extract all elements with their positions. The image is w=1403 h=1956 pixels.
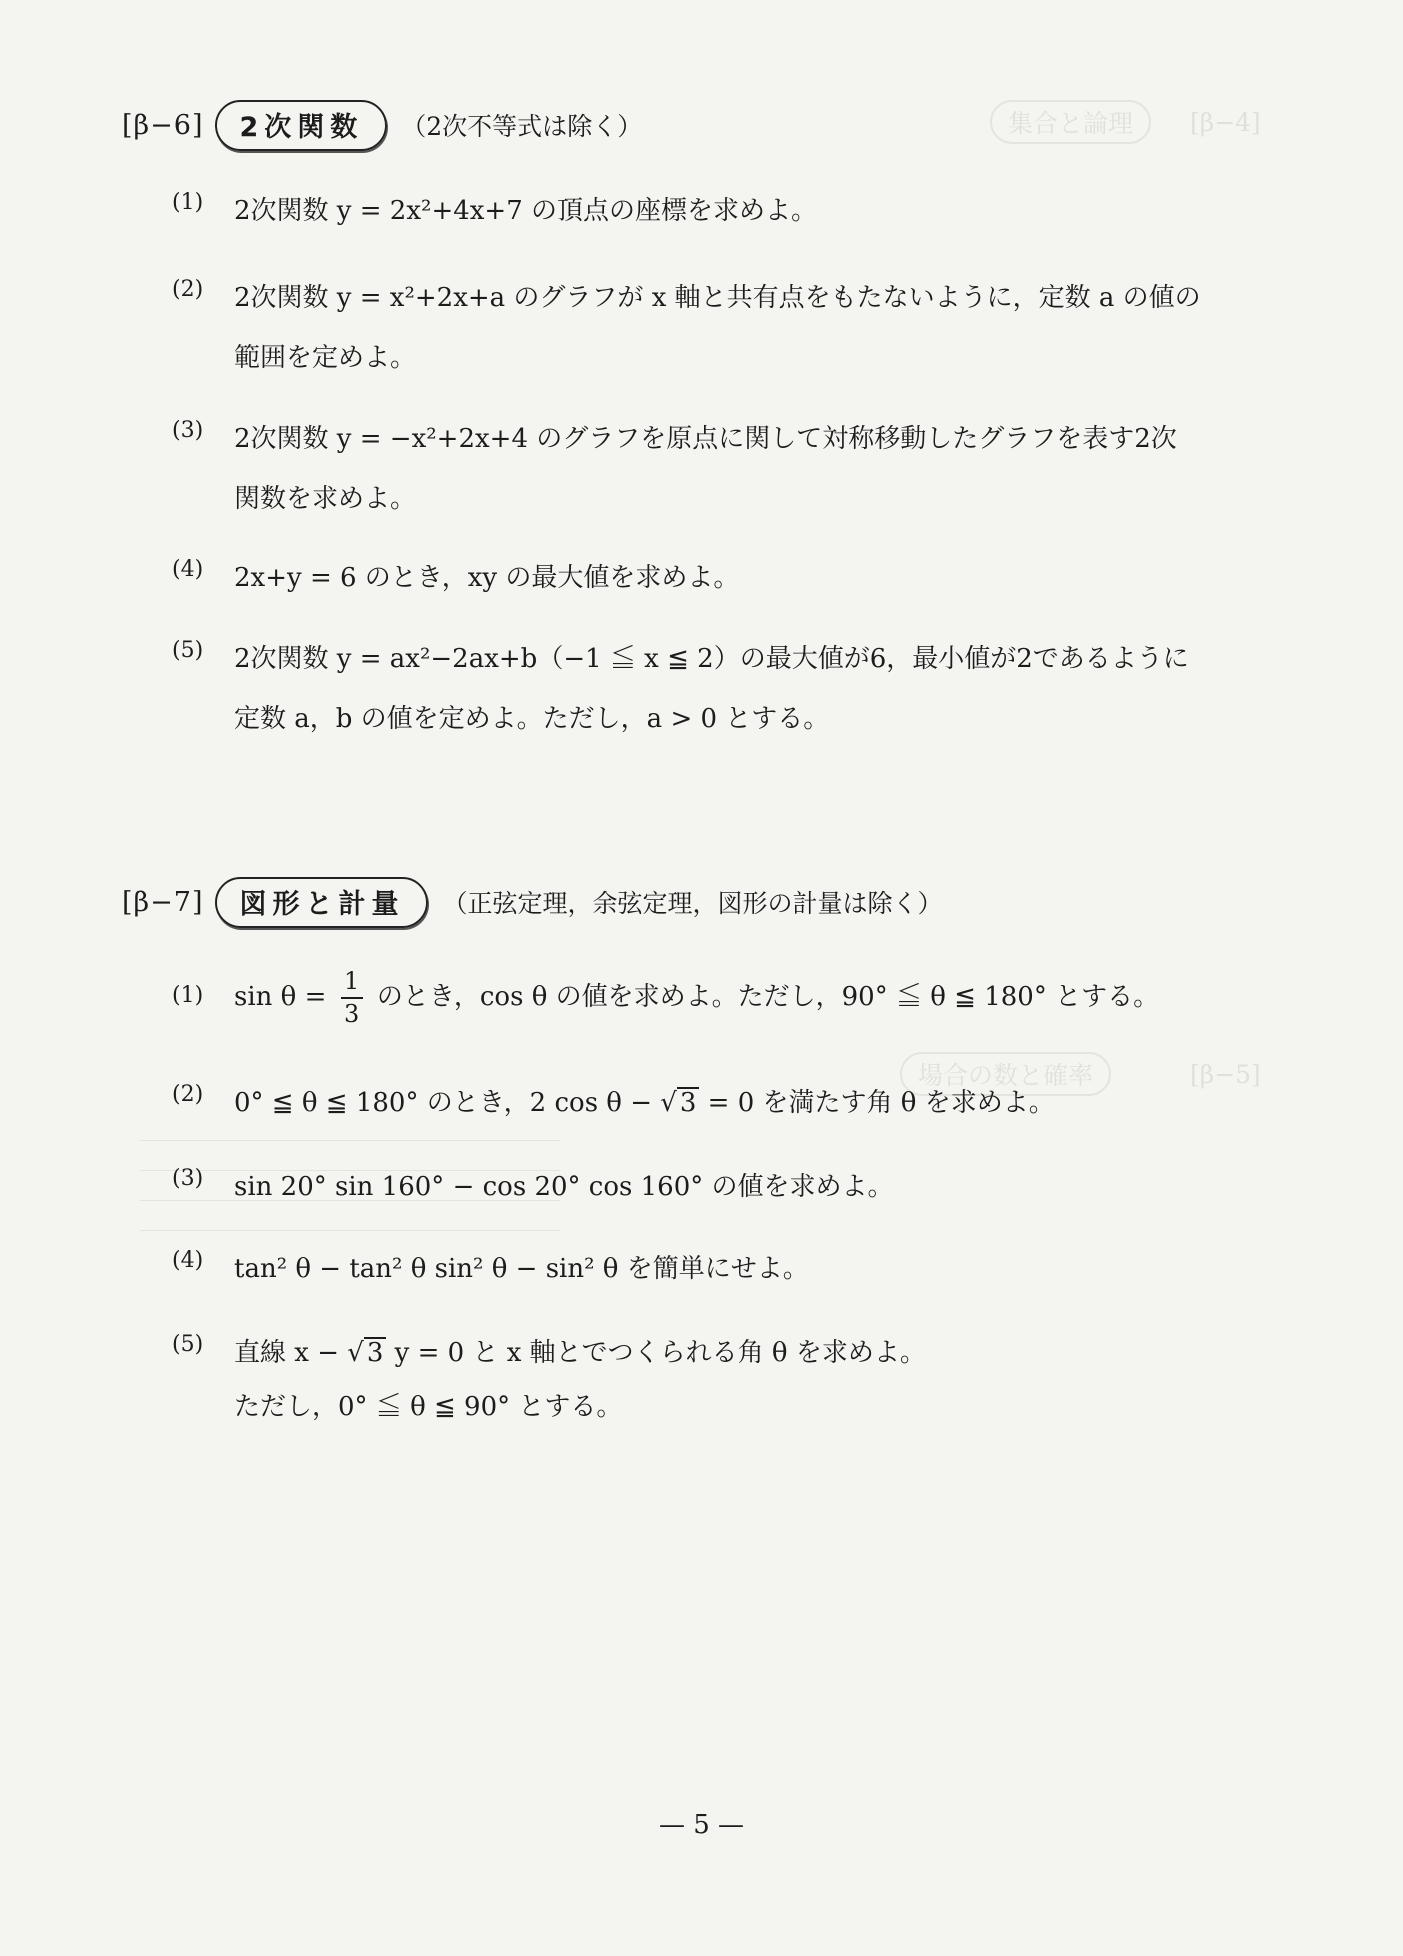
problem-text: 2x+y = 6 のとき，xy の最大値を求めよ。 <box>234 563 740 593</box>
problem-text-rest: = 0 を満たす角 θ を求めよ。 <box>707 1088 1055 1118</box>
ghost-topic-2: 場合の数と確率 <box>900 1052 1111 1096</box>
problem-number: (4) <box>172 557 204 582</box>
fraction-denominator: 3 <box>344 1000 360 1029</box>
math-expression: 直線 x − <box>234 1338 339 1368</box>
problem-text: 2次関数 y = 2x²+4x+7 の頂点の座標を求めよ。 <box>234 196 818 226</box>
fraction-numerator: 1 <box>344 967 360 995</box>
section-note: （2次不等式は除く） <box>401 112 643 141</box>
page-number: — 5 — <box>658 1810 745 1840</box>
radicand: 3 <box>677 1087 700 1118</box>
fraction-bar <box>341 997 363 999</box>
radicand: 3 <box>364 1337 387 1368</box>
problem-number: (1) <box>172 190 204 215</box>
math-expression: sin θ = <box>234 982 327 1013</box>
problem-number: (1) <box>172 983 204 1008</box>
problem-text-rest: y = 0 と x 軸とでつくられる角 θ を求めよ。 <box>394 1338 926 1368</box>
problem-text: sin 20° sin 160° − cos 20° cos 160° の値を求めよ。 <box>234 1172 894 1202</box>
ghost-label: [β−4] <box>1190 108 1261 137</box>
section-label: [β−6] <box>122 109 204 141</box>
section-header-beta6 <box>122 101 642 149</box>
problem-text <box>234 1332 926 1369</box>
problem-text: 2次関数 y = x²+2x+a のグラフが x 軸と共有点をもたないように，定数 a の値の <box>234 283 1201 313</box>
problem-text <box>234 1082 1055 1119</box>
problem-text-continued: 範囲を定めよ。 <box>234 343 417 373</box>
section-header-beta7 <box>122 878 943 926</box>
square-root: √ 3 <box>660 1087 699 1118</box>
ghost-topic: 集合と論理 <box>990 100 1151 144</box>
problem-number: (2) <box>172 277 204 302</box>
section-topic-badge: 図形と計量 <box>215 877 428 928</box>
problem-text-continued: ただし，0° ≦ θ ≦ 90° とする。 <box>234 1392 623 1422</box>
problem-number: (3) <box>172 418 204 443</box>
problem-number: (2) <box>172 1082 204 1107</box>
problem-text-continued: 定数 a，b の値を定めよ。ただし，a > 0 とする。 <box>234 704 830 734</box>
problem-number: (3) <box>172 1166 204 1191</box>
problem-text: 2次関数 y = −x²+2x+4 のグラフを原点に関して対称移動したグラフを表す2次 <box>234 424 1177 454</box>
problem-text-rest: のとき，cos θ の値を求めよ。ただし，90° ≦ θ ≦ 180° とする。 <box>376 982 1160 1013</box>
problem-number: (5) <box>172 638 204 663</box>
ghost-label-2: [β−5] <box>1190 1060 1261 1089</box>
section-note: （正弦定理，余弦定理，図形の計量は除く） <box>442 889 943 918</box>
problem-text: tan² θ − tan² θ sin² θ − sin² θ を簡単にせよ。 <box>234 1254 809 1284</box>
fraction <box>341 969 363 1027</box>
math-expression: 0° ≦ θ ≦ 180° のとき，2 cos θ − <box>234 1088 653 1118</box>
problem-number: (4) <box>172 1248 204 1273</box>
section-label: [β−7] <box>122 886 204 918</box>
section-topic-badge: 2次関数 <box>215 100 387 151</box>
problem-number: (5) <box>172 1332 204 1357</box>
problem-text-continued: 関数を求めよ。 <box>234 484 417 514</box>
problem-text <box>234 969 1159 1027</box>
problem-text: 2次関数 y = ax²−2ax+b（−1 ≦ x ≦ 2）の最大値が6，最小値が2であるように <box>234 644 1189 674</box>
square-root: √ 3 <box>347 1337 386 1368</box>
